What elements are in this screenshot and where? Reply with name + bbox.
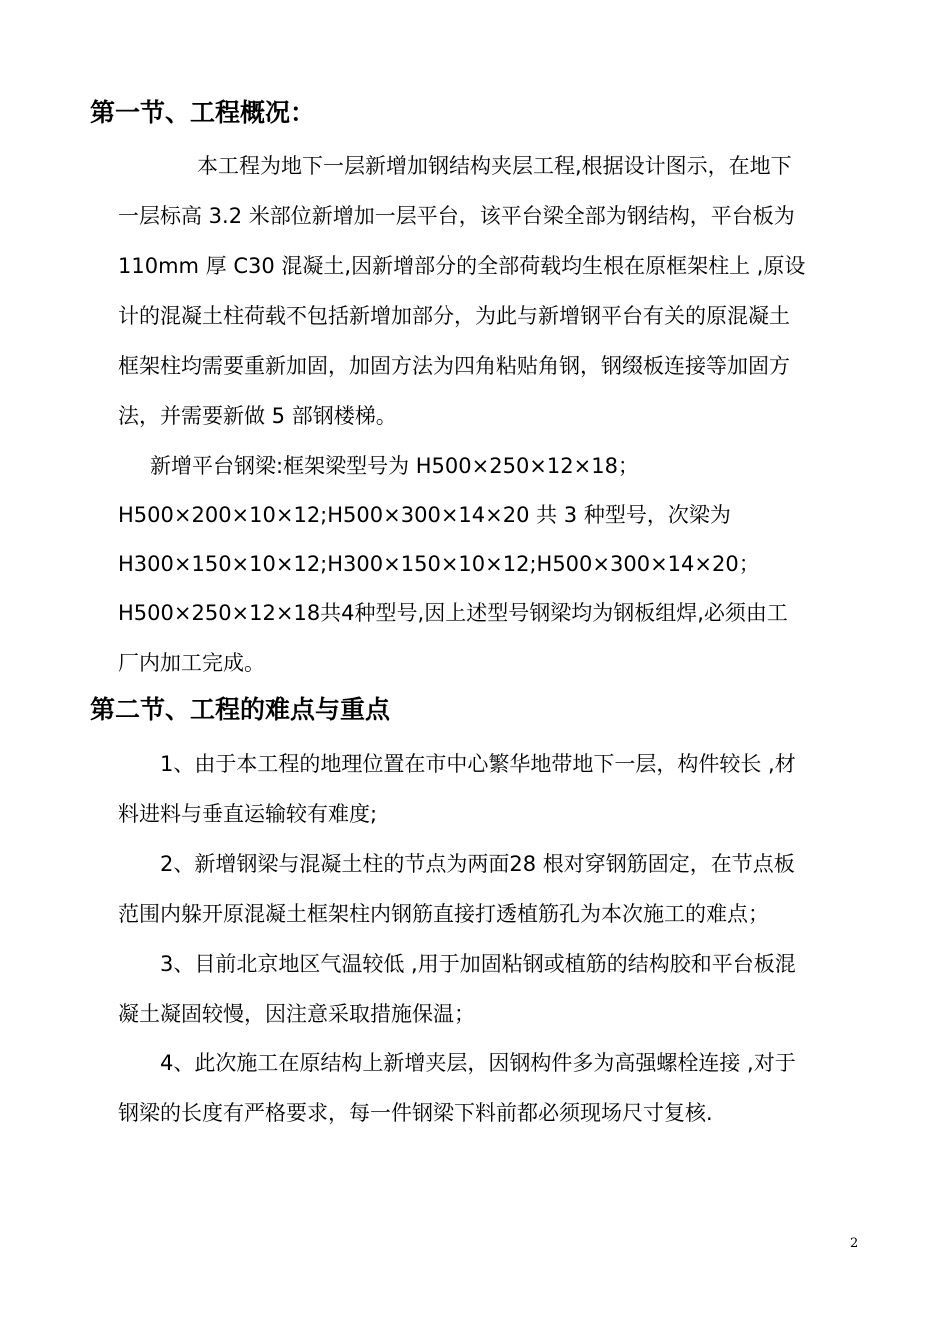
section2-item-line: 范围内躲开原混凝土框架柱内钢筋直接打透植筋孔为本次施工的难点； bbox=[118, 902, 769, 926]
section2-item-line: 凝土凝固较慢，因注意采取措施保温； bbox=[118, 1002, 475, 1026]
section1-paragraph1-line: 本工程为地下一层新增加钢结构夹层工程,根据设计图示，在地下 bbox=[197, 154, 792, 178]
section2-heading: 第二节、工程的难点与重点 bbox=[90, 695, 391, 724]
section2-item-line: 1、由于本工程的地理位置在市中心繁华地带地下一层，构件较长 ,材 bbox=[160, 752, 796, 776]
section2-item-line: 3、目前北京地区气温较低 ,用于加固粘钢或植筋的结构胶和平台板混 bbox=[160, 952, 796, 976]
section2-item-line: 4、此次施工在原结构上新增夹层，因钢构件多为高强螺栓连接 ,对于 bbox=[160, 1051, 796, 1075]
section1-paragraph1-line: 110mm 厚 C30 混凝土,因新增部分的全部荷载均生根在原框架柱上 ,原设 bbox=[118, 254, 806, 278]
section2-item-line: 料进料与垂直运输较有难度; bbox=[118, 802, 378, 826]
section1-paragraph2-line: H500×250×12×18共4种型号,因上述型号钢梁均为钢板组焊,必须由工 bbox=[118, 601, 788, 625]
section1-paragraph1-line: 框架柱均需要重新加固，加固方法为四角粘贴角钢，钢缀板连接等加固方 bbox=[118, 354, 790, 378]
section1-paragraph1-line: 计的混凝土柱荷载不包括新增加部分，为此与新增钢平台有关的原混凝土 bbox=[118, 304, 790, 328]
section1-paragraph2-line: H300×150×10×12;H300×150×10×12;H500×300×14×20； bbox=[118, 552, 760, 576]
section1-paragraph1-line: 法，并需要新做 5 部钢楼梯。 bbox=[118, 404, 397, 428]
page-number: 2 bbox=[850, 1236, 859, 1251]
section1-paragraph2-line: 厂内加工完成。 bbox=[118, 651, 265, 675]
section2-item-line: 钢梁的长度有严格要求，每一件钢梁下料前都必须现场尺寸复核. bbox=[118, 1101, 713, 1125]
section2-item-line: 2、新增钢梁与混凝土柱的节点为两面28 根对穿钢筋固定，在节点板 bbox=[160, 852, 795, 876]
section1-heading: 第一节、工程概况： bbox=[90, 98, 316, 127]
section1-paragraph1-line: 一层标高 3.2 米部位新增加一层平台，该平台梁全部为钢结构，平台板为 bbox=[118, 204, 795, 228]
section1-paragraph2-line: 新增平台钢梁:框架梁型号为 H500×250×12×18； bbox=[150, 454, 639, 478]
section1-paragraph2-line: H500×200×10×12;H500×300×14×20 共 3 种型号，次梁为 bbox=[118, 503, 731, 527]
